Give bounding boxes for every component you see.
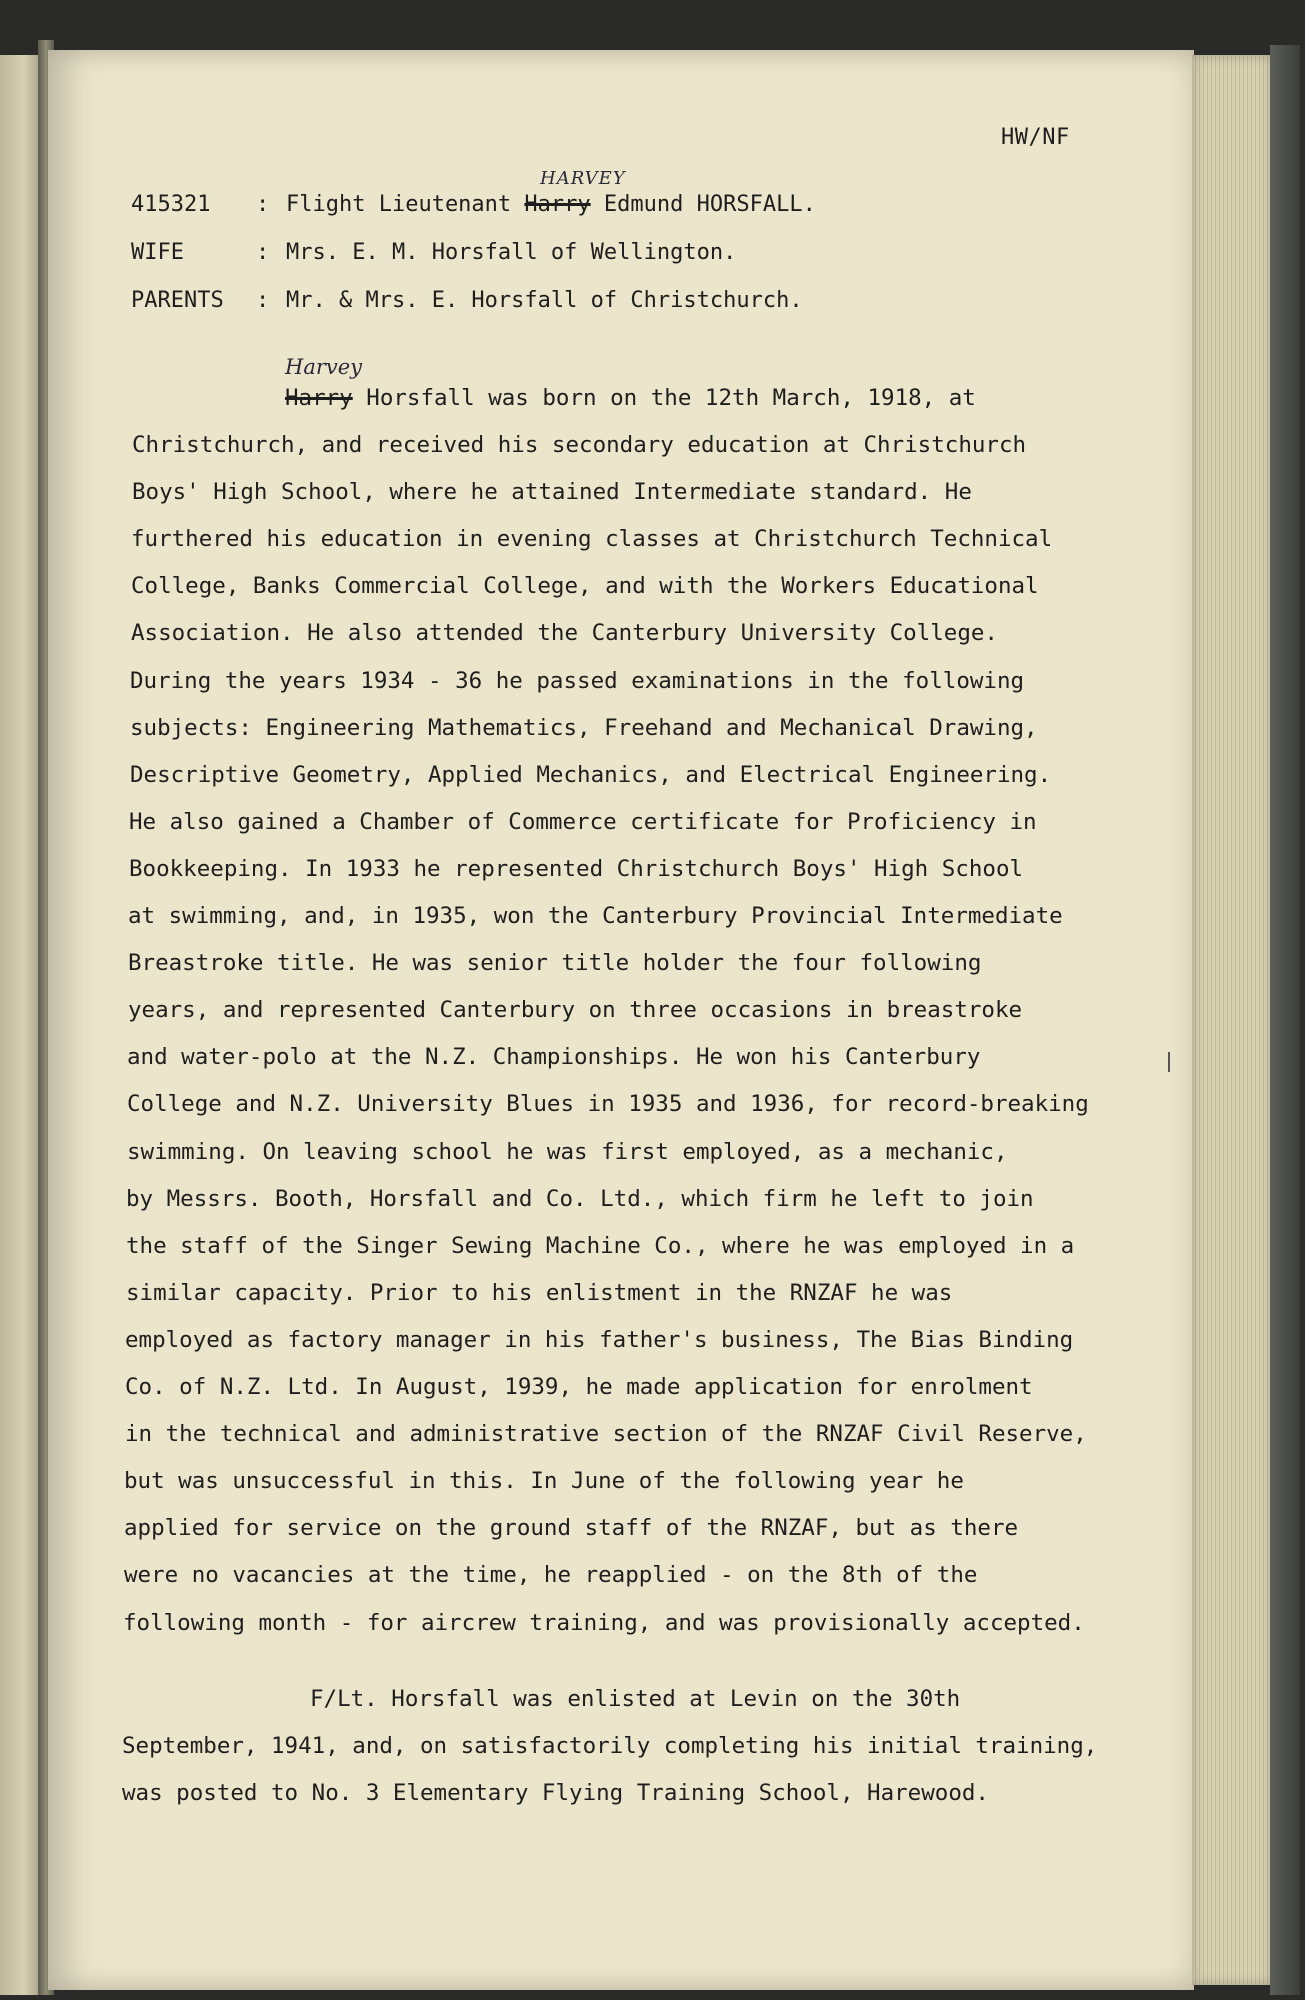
text-line: following month - for aircrew training, and was provisionally accepted. [123, 1609, 1085, 1636]
text-line: Co. of N.Z. Ltd. In August, 1939, he made application for enrolment [125, 1374, 1033, 1400]
parents-value: Mr. & Mrs. E. Horsfall of Christchurch. [286, 288, 803, 313]
text-line: Bookkeeping. In 1933 he represented Christchurch Boys' High School [129, 855, 1024, 882]
book-cover-edge [1270, 45, 1300, 1995]
text-line: Association. He also attended the Canterbury University College. [131, 620, 998, 647]
text-line: September, 1941, and, on satisfactorily completing his initial training, [122, 1733, 1098, 1759]
text-line: Breastroke title. He was senior title holder the four following [128, 950, 982, 977]
text-line: similar capacity. Prior to his enlistment in the RNZAF he was [126, 1279, 953, 1306]
wife-label: WIFE [131, 240, 184, 265]
first-line-text: Horsfall was born on the 12th March, 1918, at [366, 385, 976, 411]
service-number: 415321 [131, 192, 211, 217]
text-line: College and N.Z. University Blues in 1935 and 1936, for record-breaking [127, 1091, 1089, 1118]
text-line: years, and represented Canterbury on three occasions in breastroke [128, 997, 1023, 1024]
text-line: and water-polo at the N.Z. Championships. He won his Canterbury [127, 1044, 981, 1071]
separator: : [256, 192, 270, 217]
text-line: were no vacancies at the time, he reapplied - on the 8th of the [124, 1562, 978, 1589]
text-line: by Messrs. Booth, Horsfall and Co. Ltd., which firm he left to join [126, 1185, 1034, 1212]
text-line: Christchurch, and received his secondary education at Christchurch [132, 432, 1027, 458]
page-stack-edges [1192, 55, 1272, 1985]
wife-value: Mrs. E. M. Horsfall of Wellington. [286, 240, 737, 265]
text-line: Boys' High School, where he attained Intermediate standard. He [132, 479, 972, 506]
text-line: Descriptive Geometry, Applied Mechanics, and Electrical Engineering. [130, 761, 1052, 788]
text-line: but was unsuccessful in this. In June of the following year he [124, 1468, 964, 1495]
text-line: He also gained a Chamber of Commerce certificate for Proficiency in [129, 808, 1037, 835]
text-line: furthered his education in evening classes at Christchurch Technical [131, 526, 1053, 553]
struck-first-name: Harry [285, 385, 353, 411]
surname: Edmund HORSFALL. [603, 192, 816, 217]
text-line: was posted to No. 3 Elementary Flying Training School, Harewood. [122, 1780, 989, 1806]
text-line: employed as factory manager in his father's business, The Bias Binding [125, 1326, 1074, 1353]
text-line: the staff of the Singer Sewing Machine Co., where he was employed in a [126, 1232, 1075, 1259]
separator: : [256, 288, 270, 313]
text-line: applied for service on the ground staff of the RNZAF, but as there [124, 1515, 1019, 1542]
separator: : [256, 240, 270, 265]
margin-pen-mark [1168, 1052, 1170, 1072]
previous-page-edge [0, 55, 40, 1995]
rank: Flight Lieutenant [286, 192, 512, 217]
struck-first-name: Harry [524, 192, 591, 217]
handwritten-correction-body: Harvey [285, 355, 363, 379]
text-line: in the technical and administrative section of the RNZAF Civil Reserve, [125, 1421, 1087, 1448]
paragraph1-first-line [285, 385, 976, 411]
text-line: at swimming, and, in 1935, won the Canterbury Provincial Intermediate [128, 903, 1063, 929]
document-reference: HW/NF [1001, 125, 1070, 150]
text-line: subjects: Engineering Mathematics, Freehand and Mechanical Drawing, [130, 714, 1038, 741]
text-line: During the years 1934 - 36 he passed examinations in the following [130, 667, 1025, 694]
parents-label: PARENTS [131, 288, 224, 313]
officer-name [286, 192, 816, 217]
text-line: swimming. On leaving school he was first employed, as a mechanic, [127, 1138, 1008, 1165]
text-line: F/Lt. Horsfall was enlisted at Levin on the 30th [310, 1686, 961, 1712]
text-line: College, Banks Commercial College, and with the Workers Educational [131, 573, 1039, 600]
handwritten-correction-header: HARVEY [540, 168, 626, 189]
